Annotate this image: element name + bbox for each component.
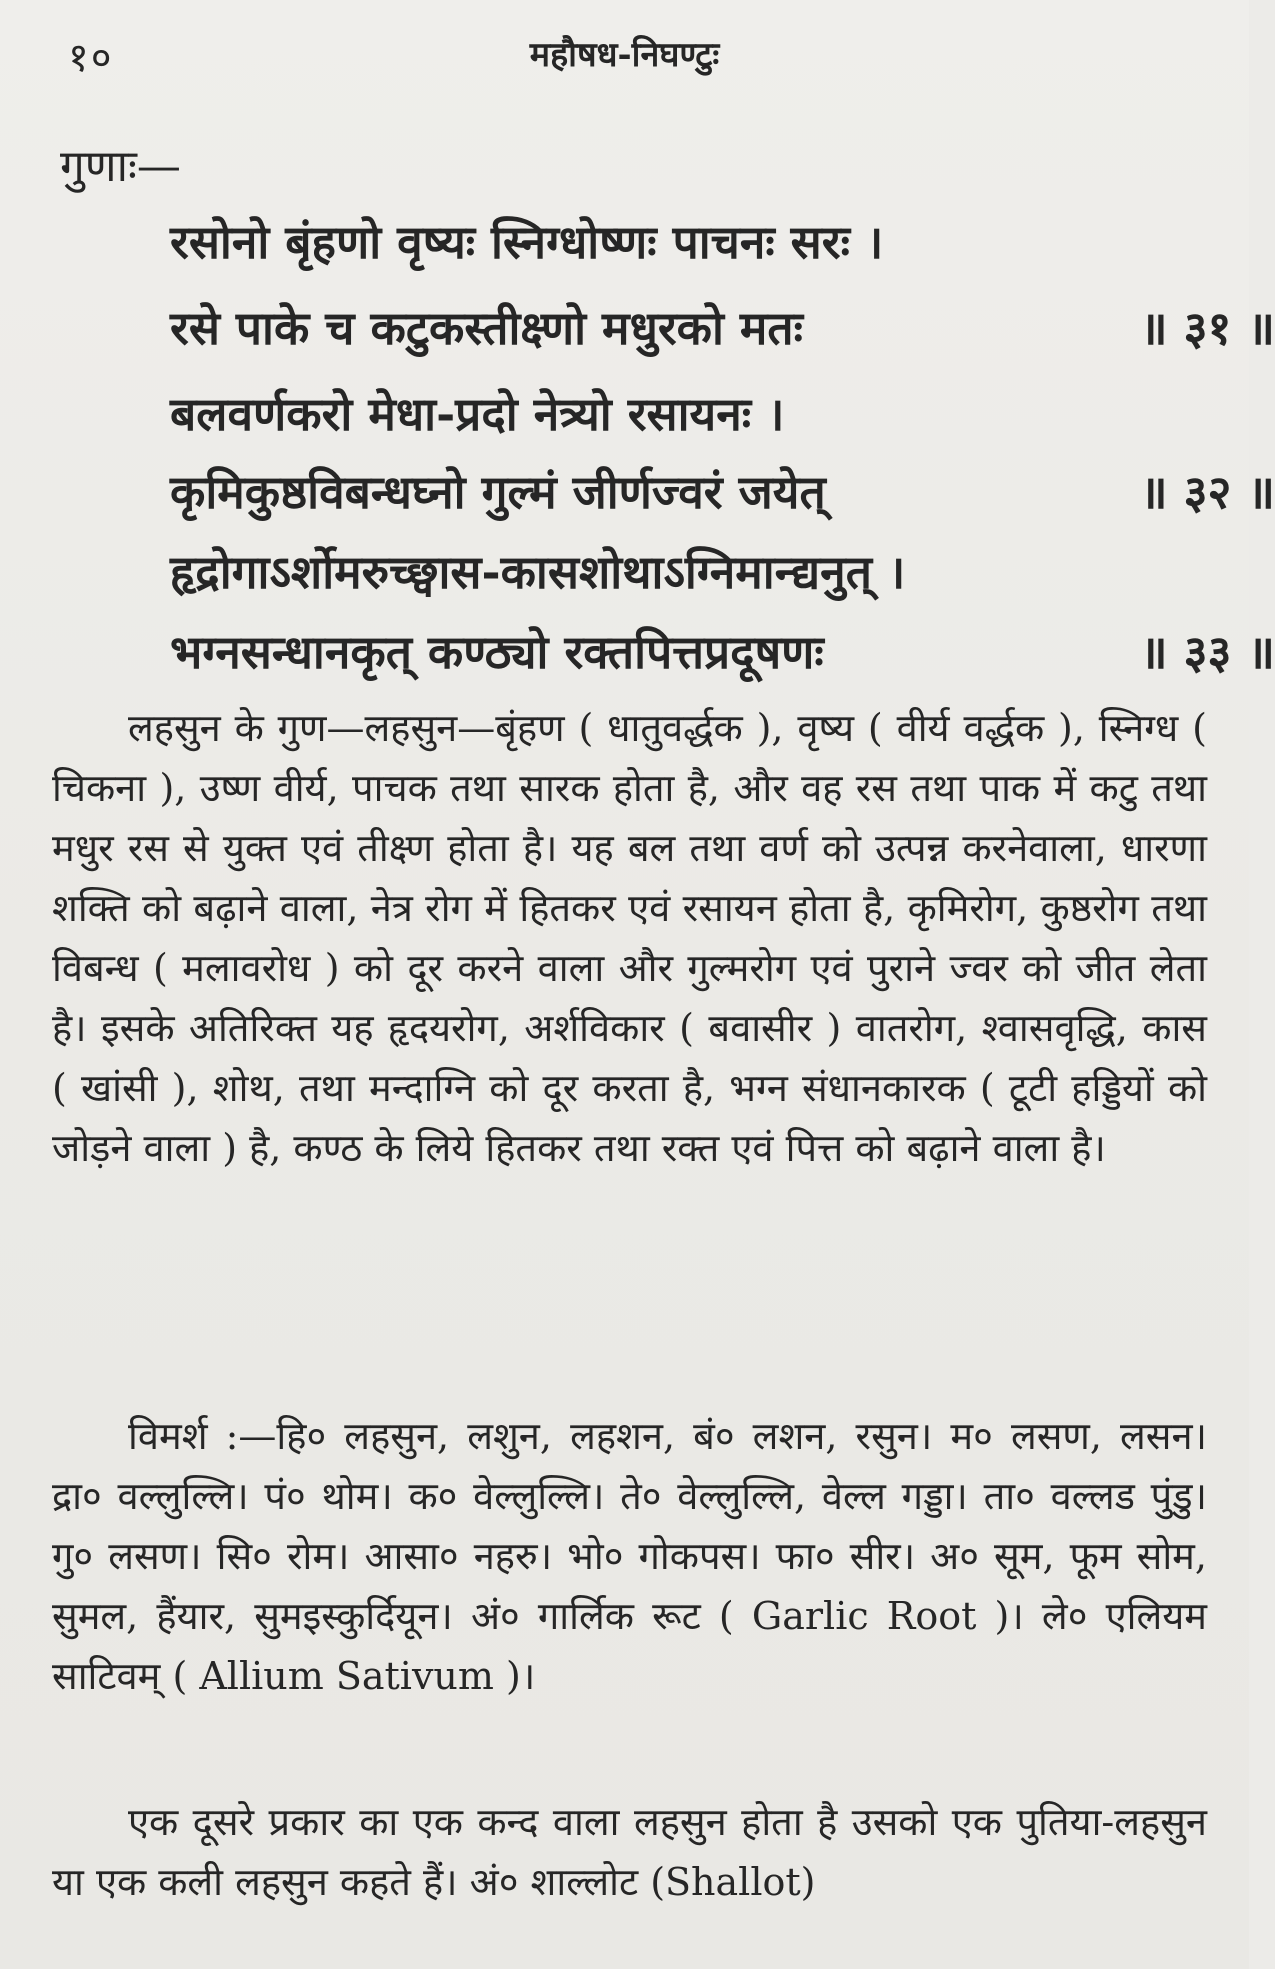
verse-text: भग्नसन्धानकृत् कण्ठ्यो रक्तपित्तप्रदूषणः [170, 625, 824, 679]
verse-line [170, 296, 1275, 358]
verse-line [170, 382, 785, 444]
vimarsha-paragraph [52, 1406, 1207, 1706]
commentary-text: लहसुन के गुण—लहसुन—बृंहण ( धातुवर्द्धक ), वृष्य ( वीर्य वर्द्धक ), स्निग्ध ( चिकना ), उष्ण वीर्य, पाचक तथा सारक होता है, और वह रस तथा पाक में कटु तथा मधुर रस से युक्त एवं तीक्ष्ण होता है। यह बल तथा वर्ण को उत्पन्न करनेवाला, धारणा शक्ति को बढ़ाने वाला, नेत्र रोग में हितकर एवं रसायन होता है, कृमिरोग, कुष्ठरोग तथा विबन्ध ( मलावरोध ) को दूर करने वाला और गुल्मरोग एवं पुराने ज्वर को जीत लेता है। इसके अतिरिक्त यह हृदयरोग, अर्शविकार ( बवासीर ) वातरोग, श्वासवृद्धि, कास ( खांसी ), शोथ, तथा मन्दाग्नि को दूर करता है, भग्न संधानकारक ( टूटी हड्डियों को जोड़ने वाला ) है, कण्ठ के लिये हितकर तथा रक्त एवं पित्त को बढ़ाने वाला है। [52, 706, 1207, 1170]
verse-text: हृद्रोगाऽर्शोमरुच्छ्वास-कासशोथाऽग्निमान्द्यनुत् । [170, 545, 906, 599]
verse-number: ॥ ३२ ॥ [1140, 465, 1275, 519]
verse-line [170, 210, 883, 272]
verse-number: ॥ ३३ ॥ [1140, 625, 1275, 679]
section-label-gunah: गुणाः— [60, 141, 181, 192]
verse-line [170, 460, 1275, 522]
running-title: महौषध-निघण्टुः [529, 35, 720, 75]
page-number: १० [68, 35, 114, 81]
verse-line [170, 620, 1275, 682]
verse-text: रसे पाके च कटुकस्तीक्ष्णो मधुरको मतः [170, 301, 803, 355]
verse-text: बलवर्णकरो मेधा-प्रदो नेत्र्यो रसायनः । [170, 387, 785, 441]
commentary-paragraph [52, 698, 1207, 1178]
closing-text: एक दूसरे प्रकार का एक कन्द वाला लहसुन होता है उसको एक पुतिया-लहसुन या एक कली लहसुन कहते हैं। अं० शाल्लोट (Shallot) [52, 1800, 1207, 1904]
verse-text: रसोनो बृंहणो वृष्यः स्निग्धोष्णः पाचनः सरः । [170, 215, 884, 269]
verse-text: कृमिकुष्ठविबन्धघ्नो गुल्मं जीर्णज्वरं जयेत् [170, 465, 826, 519]
verse-line [170, 540, 905, 602]
verse-number: ॥ ३१ ॥ [1140, 301, 1275, 355]
closing-paragraph [52, 1792, 1207, 1912]
vimarsha-text: विमर्श :—हि० लहसुन, लशुन, लहशन, बं० लशन, रसुन। म० लसण, लसन। द्रा० वल्लुल्लि। पं० थोम। क० वेल्लुल्लि। ते० वेल्लुल्लि, वेल्ल गड्डा। ता० वल्लड पुंडु। गु० लसण। सि० रोम। आसा० नहरु। भो० गोकपस। फा० सीर। अ० सूम, फूम सोम, सुमल, हैंयार, सुमइस्कुर्दियून। अं० गार्लिक रूट ( Garlic Root )। ले० एलियम साटिवम् ( Allium Sativum )। [52, 1414, 1207, 1698]
